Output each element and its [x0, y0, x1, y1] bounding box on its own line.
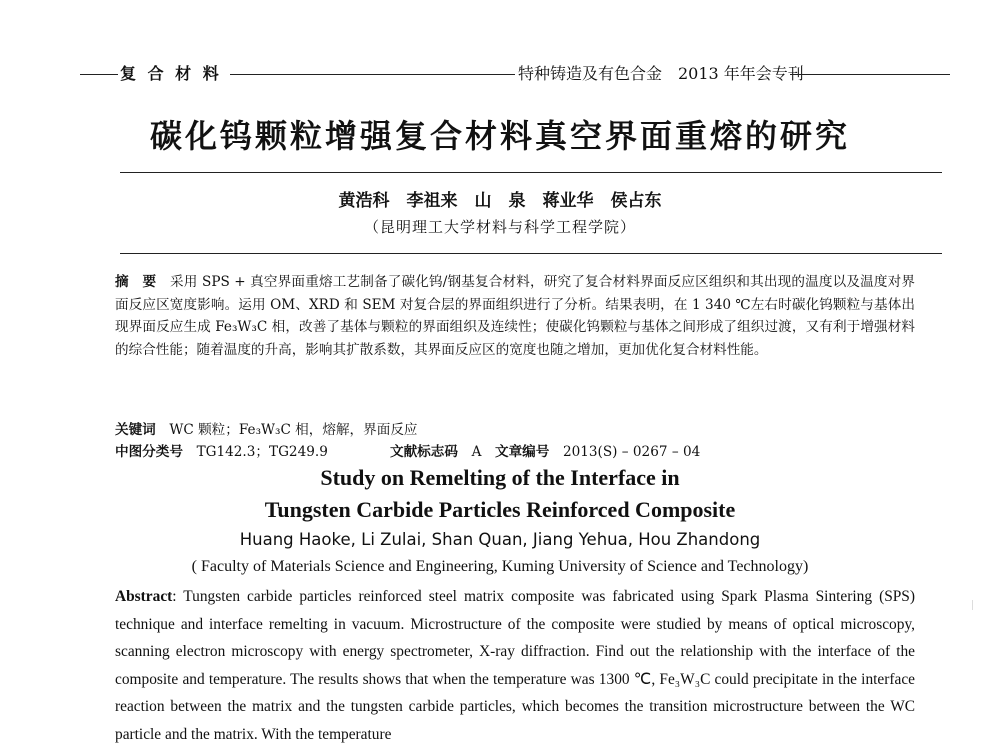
article-number-label: 文章编号 [494, 444, 550, 460]
english-abstract-text: : Tungsten carbide particles reinforced steel matrix composite was fabricated using Spark Plasma Sintering (SPS) technique and interface remelting in vacuum. Microstructure of the composite were studied by means of optical microscopy, scanning electron microscopy with energy spectrometer, X-ray diffraction. Find out the relationship with the interface of the composite and temperature. The results shows that when the temperature was 1300 ℃, Fe₃W₃C could precipitate in the interface reaction between the matrix and the tungsten carbide particles, which becomes the transition microstructure between the WC particle and the matrix. With the temperature [115, 588, 915, 743]
header-rule-left [80, 74, 118, 75]
running-header [80, 60, 950, 90]
classification-line [115, 441, 915, 463]
english-affiliation: ( Faculty of Materials Science and Engineering, Kuming University of Science and Technology) [191, 558, 809, 575]
keywords-label: 关键词 [115, 422, 156, 438]
header-journal-label: 特种铸造及有色合金 2013 年年会专刊 [518, 64, 804, 83]
classification-label: 中图分类号 [115, 444, 183, 460]
chinese-title: 碳化钨颗粒增强复合材料真空界面重熔的研究 [149, 117, 850, 155]
english-title-line-1: Study on Remelting of the Interface in [320, 465, 680, 490]
english-abstract-label: Abstract [115, 588, 173, 605]
header-rule-middle [230, 74, 515, 75]
scan-mark [972, 600, 973, 610]
header-column-label: 复 合 材 料 [120, 64, 222, 83]
article-number-value: 2013(S) – 0267 – 04 [562, 444, 701, 460]
chinese-authors: 黄浩科 李祖来 山 泉 蒋业华 侯占东 [338, 191, 662, 211]
chinese-abstract [115, 271, 915, 361]
keywords-text: WC 颗粒；Fe₃W₃C 相，熔解，界面反应 [169, 422, 418, 438]
english-title-line-2: Tungsten Carbide Particles Reinforced Composite [264, 497, 736, 522]
doc-code-label: 文献标志码 [390, 444, 458, 460]
classification-value: TG142.3；TG249.9 [196, 444, 328, 460]
chinese-abstract-text: 采用 SPS + 真空界面重熔工艺制备了碳化钨/钢基复合材料，研究了复合材料界面反应区组织和其出现的温度以及温度对界面反应区宽度影响。运用 OM、XRD 和 SEM 对复合层的界面组织进行了分析。结果表明，在 1 340 ℃左右时碳化钨颗粒与基体出现界面反应生成 Fe₃W₃C 相，改善了基体与颗粒的界面组织及连续性；使碳化钨颗粒与基体之间形成了组织过渡，又有利于增强材料的综合性能；随着温度的升高，影响其扩散系数，其界面反应区的宽度也随之增加，更加优化复合材料性能。 [115, 274, 916, 358]
author-rule [120, 253, 942, 254]
english-authors: Huang Haoke, Li Zulai, Shan Quan, Jiang Yehua, Hou Zhandong [239, 530, 761, 549]
header-rule-right [790, 74, 950, 75]
english-title [0, 462, 1000, 526]
keywords [115, 419, 915, 441]
title-rule [120, 172, 942, 173]
doc-code-value: A [471, 444, 482, 460]
english-abstract [115, 583, 915, 748]
chinese-abstract-label: 摘 要 [115, 274, 157, 290]
document-codes [390, 441, 700, 463]
chinese-affiliation: （昆明理工大学材料与科学工程学院） [363, 218, 636, 236]
